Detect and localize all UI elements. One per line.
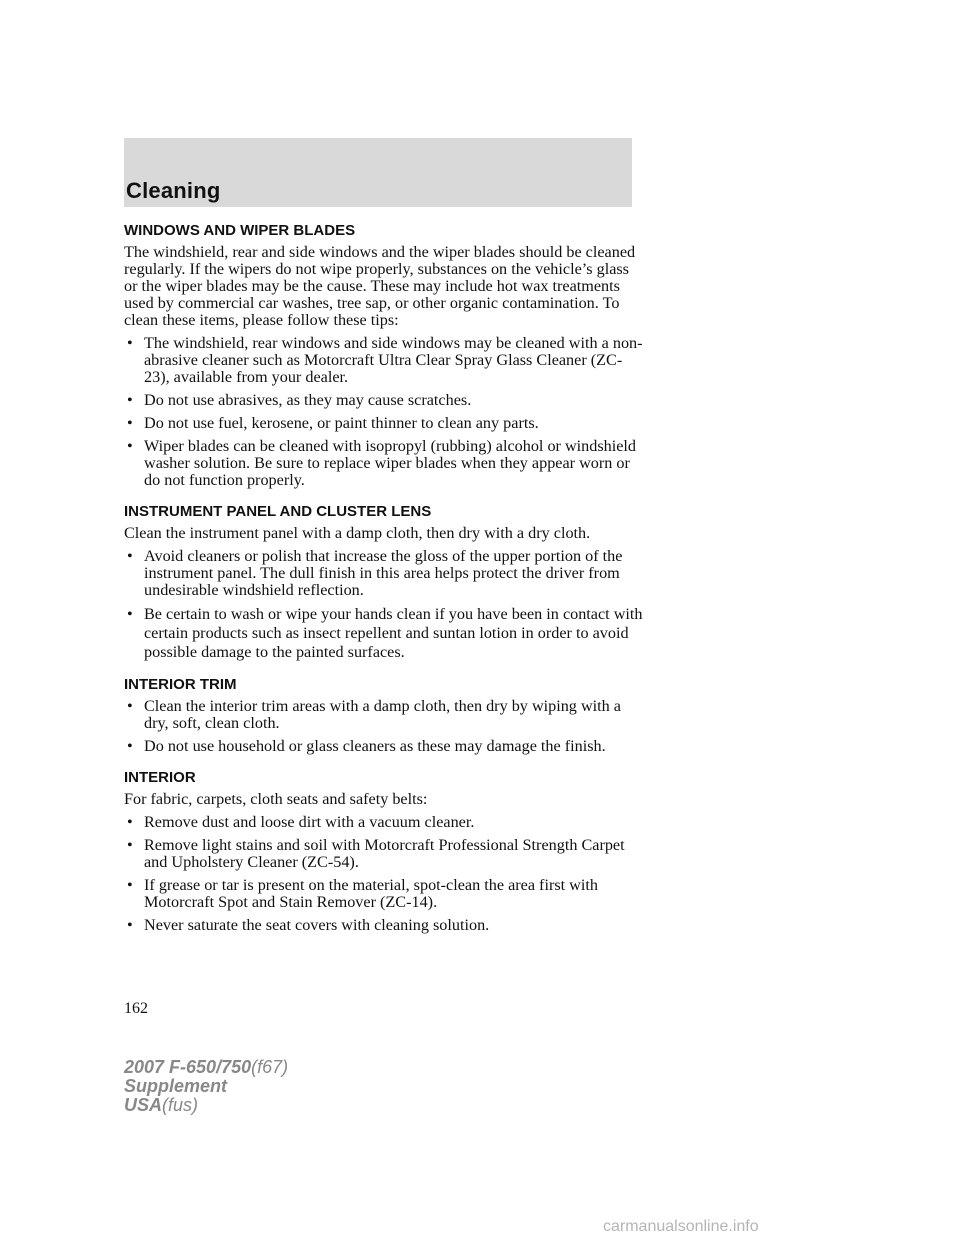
list-item: • The windshield, rear windows and side windows may be cleaned with a non-abrasive cleaner such as Motorcraft Ultra Clear Spray Glass Cleaner (ZC-23), available from your dealer. — [127, 334, 643, 386]
bullet-icon: • — [127, 437, 133, 455]
bullet-icon: • — [127, 547, 133, 565]
bullet-icon: • — [127, 414, 133, 432]
footer-line-model: 2007 F-650/750(f67) — [124, 1057, 289, 1077]
watermark-link[interactable]: carmanualsonline.info — [603, 1218, 759, 1235]
heading-interior: INTERIOR — [124, 769, 196, 786]
heading-interior-trim: INTERIOR TRIM — [124, 676, 237, 693]
list-item: • Clean the interior trim areas with a damp cloth, then dry by wiping with a dry, soft, clean cloth. — [127, 697, 621, 732]
footer-edition — [124, 1058, 288, 1115]
list-item: • Do not use household or glass cleaners as these may damage the finish. — [127, 737, 606, 755]
list-item: • Avoid cleaners or polish that increase the gloss of the upper portion of the instrument panel. The dull finish in this area helps protect the driver from undesirable windshield reflection. — [127, 547, 623, 599]
page-number: 162 — [124, 1000, 148, 1017]
list-item: • Do not use abrasives, as they may cause scratches. — [127, 391, 472, 409]
heading-windows: WINDOWS AND WIPER BLADES — [124, 222, 356, 239]
bullet-icon: • — [127, 391, 133, 409]
list-item: • Remove dust and loose dirt with a vacuum cleaner. — [127, 813, 475, 831]
list-item: • If grease or tar is present on the material, spot-clean the area first with Motorcraft Spot and Stain Remover (ZC-14). — [127, 876, 598, 911]
list-item: • Remove light stains and soil with Motorcraft Professional Strength Carpet and Upholstery Cleaner (ZC-54). — [127, 836, 625, 871]
list-item: • Do not use fuel, kerosene, or paint thinner to clean any parts. — [127, 414, 539, 432]
bullet-icon: • — [127, 876, 133, 894]
footer-line-supplement: Supplement — [124, 1076, 228, 1096]
bullet-icon: • — [127, 697, 133, 715]
bullet-icon: • — [127, 836, 133, 854]
list-item: • Be certain to wash or wipe your hands clean if you have been in contact with certain products such as insect repellent and suntan lotion in order to avoid possible damage to the painted surfaces. — [127, 605, 643, 661]
section-title: Cleaning — [126, 178, 221, 203]
page-content — [124, 222, 644, 940]
footer-line-market: USA(fus) — [124, 1095, 199, 1115]
bullet-icon: • — [127, 334, 133, 352]
intro-instrument-panel: Clean the instrument panel with a damp cloth, then dry with a dry cloth. — [124, 524, 591, 542]
list-item: • Never saturate the seat covers with cleaning solution. — [127, 916, 490, 934]
bullet-icon: • — [127, 813, 133, 831]
intro-interior: For fabric, carpets, cloth seats and safety belts: — [124, 790, 428, 808]
list-item: • Wiper blades can be cleaned with isopropyl (rubbing) alcohol or windshield washer solution. Be sure to replace wiper blades when they appear worn or do not function properly. — [127, 437, 637, 489]
bullet-icon: • — [127, 737, 133, 755]
bullet-icon: • — [127, 916, 133, 934]
intro-windows: The windshield, rear and side windows and the wiper blades should be cleaned regularly. If the wipers do not wipe properly, substances on the vehicle’s glass or the wiper blades may be the cause. These may include hot wax treatments used by commercial car washes, tree sap, or other organic contamination. To clean these items, please follow these tips: — [124, 243, 636, 329]
heading-instrument-panel: INSTRUMENT PANEL AND CLUSTER LENS — [124, 503, 432, 520]
bullet-icon: • — [127, 605, 133, 623]
